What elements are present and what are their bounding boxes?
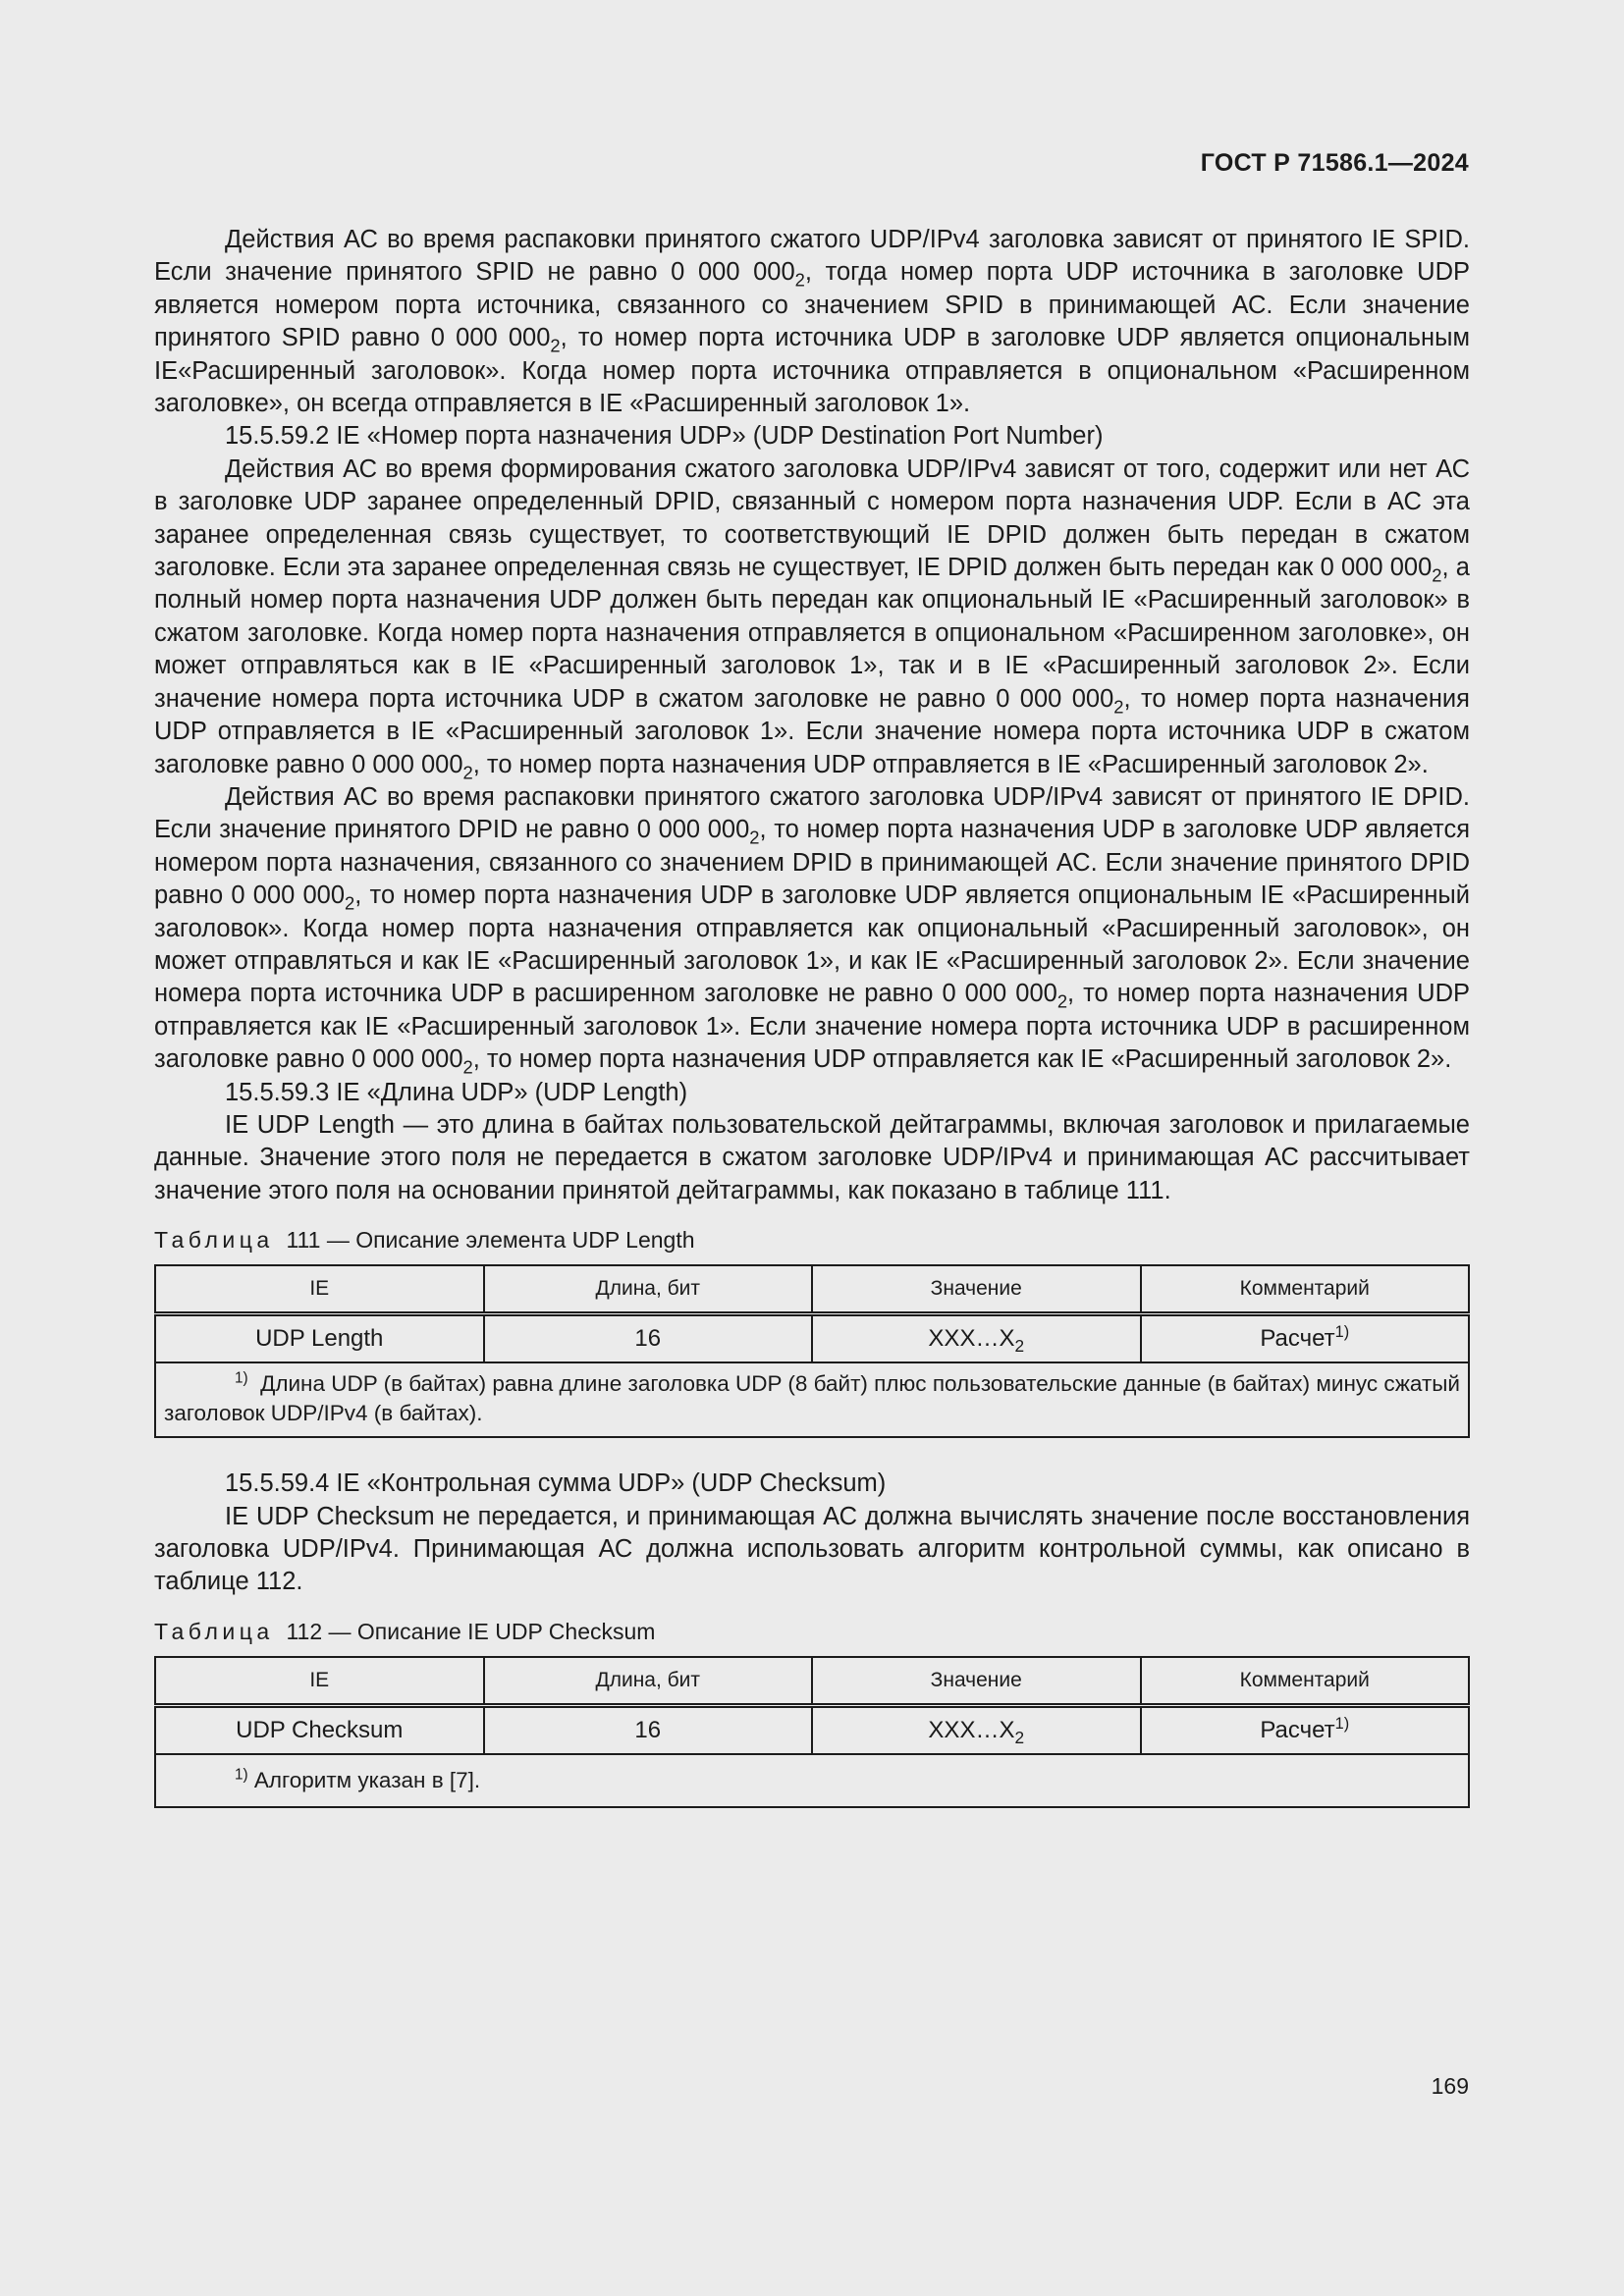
column-header-length: Длина, бит (484, 1265, 813, 1314)
paragraph-dpid-unpack (154, 781, 1470, 1077)
table-row (155, 1314, 1469, 1363)
footnote-mark: 1) (235, 1766, 248, 1784)
table-112 (154, 1656, 1470, 1808)
binary-subscript: 2 (749, 827, 760, 848)
cell-length: 16 (484, 1314, 813, 1363)
footnote-ref: 1) (1334, 1714, 1350, 1733)
table-111 (154, 1264, 1470, 1438)
text-run: Действия АС во время распаковки принятого сжатого UDP/IPv4 заголовка зависят от принятого IE SPID. Если значение принятого SPID не равно 0 000 000 (154, 226, 1470, 287)
value-text: XXX…X (928, 1325, 1015, 1353)
binary-subscript: 2 (1056, 990, 1068, 1012)
text-run: , тогда номер порта UDP источника в заголовке UDP является номером порта источника, связанного со значением SPID в принимающей АС. Если значение принятого SPID равно 0 000 000 (154, 258, 1470, 352)
footnote-text: Алгоритм указан в [7]. (253, 1767, 481, 1792)
footnote-ref: 1) (1334, 1323, 1350, 1342)
footnote-mark: 1) (235, 1369, 248, 1387)
table-111-block (154, 1225, 1470, 1438)
column-header-ie: IE (155, 1657, 484, 1706)
table-111-caption (154, 1225, 1470, 1255)
comment-text: Расчет (1260, 1325, 1335, 1353)
column-header-ie: IE (155, 1265, 484, 1314)
binary-subscript: 2 (462, 761, 473, 782)
column-header-value: Значение (812, 1657, 1141, 1706)
value-text: XXX…X (928, 1716, 1015, 1743)
binary-subscript: 2 (1014, 1727, 1025, 1747)
column-header-comment: Комментарий (1141, 1657, 1470, 1706)
paragraph-spid-unpack (154, 224, 1470, 420)
paragraph-dpid-compress (154, 454, 1470, 781)
cell-value (812, 1314, 1141, 1363)
caption-word: Таблица (154, 1618, 274, 1644)
caption-text: 111 — Описание элемента UDP Length (286, 1227, 695, 1254)
table-112-block (154, 1617, 1470, 1808)
footnote-text: Длина UDP (в байтах) равна длине заголовка UDP (8 байт) плюс пользовательские данные (в байтах) минус сжатый заголовок UDP/IPv4 (в байтах). (164, 1371, 1460, 1426)
binary-subscript: 2 (462, 1056, 473, 1078)
table-footnote (155, 1754, 1469, 1807)
section-heading-15-5-59-4: 15.5.59.4 IE «Контрольная сумма UDP» (UDP Checksum) (225, 1469, 887, 1498)
caption-text: 112 — Описание IE UDP Checksum (286, 1618, 656, 1644)
text-run: , то номер порта назначения UDP в заголовке UDP является опциональным IE «Расширенный заголовок». Когда номер порта назначения отправляется как опциональный «Расширенный заголовок», он может отправляться и как IE «Расширенный заголовок 1», и как IE «Расширенный заголовок 2». Если значение номера порта источника UDP в расширенном заголовке не равно 0 000 000 (154, 881, 1470, 1008)
binary-subscript: 2 (1432, 564, 1442, 586)
text-run: , то номер порта назначения UDP отправляется как IE «Расширенный заголовок 2». (472, 1045, 1452, 1074)
table-header-row (155, 1265, 1469, 1314)
binary-subscript: 2 (1113, 696, 1124, 718)
text-run: , то номер порта назначения UDP в заголовке UDP является номером порта назначения, связанного со значением DPID в принимающей АС. Если значение принятого DPID равно 0 000 000 (154, 816, 1470, 910)
column-header-comment: Комментарий (1141, 1265, 1470, 1314)
column-header-length: Длина, бит (484, 1657, 813, 1706)
cell-comment (1141, 1705, 1470, 1754)
page-content (154, 224, 1470, 1808)
cell-ie: UDP Length (155, 1314, 484, 1363)
cell-comment (1141, 1314, 1470, 1363)
table-footnote (155, 1362, 1469, 1437)
text-run: , то номер порта назначения UDP отправляется в IE «Расширенный заголовок 1». Если значение номера порта источника UDP в сжатом заголовке равно 0 000 000 (154, 684, 1470, 778)
cell-value (812, 1705, 1141, 1754)
text-run: Действия АС во время распаковки принятого сжатого заголовка UDP/IPv4 зависят от принятого IE DPID. Если значение принятого DPID не равно 0 000 000 (154, 782, 1470, 844)
binary-subscript: 2 (1014, 1336, 1025, 1357)
cell-ie: UDP Checksum (155, 1705, 484, 1754)
binary-subscript: 2 (794, 269, 805, 291)
paragraph-udp-checksum: IE UDP Checksum не передается, и принимающая АС должна вычислять значение после восстановления заголовка UDP/IPv4. Принимающая АС должна использовать алгоритм контрольной суммы, как описано в таблице 112. (154, 1502, 1470, 1596)
text-run: , то номер порта назначения UDP отправляется в IE «Расширенный заголовок 2». (472, 750, 1429, 778)
section-heading-15-5-59-3: 15.5.59.3 IE «Длина UDP» (UDP Length) (225, 1078, 688, 1106)
text-run: , а полный номер порта назначения UDP должен быть передан как опциональный IE «Расширенный заголовок» в сжатом заголовке. Когда номер порта назначения отправляется в опциональном «Расширенном заголовке», он может отправляться как в IE «Расширенный заголовок 1», так и в IE «Расширенный заголовок 2». Если значение номера порта источника UDP в сжатом заголовке не равно 0 000 000 (154, 554, 1470, 713)
section-heading-15-5-59-2: 15.5.59.2 IE «Номер порта назначения UDP» (UDP Destination Port Number) (225, 422, 1104, 451)
text-run: Действия АС во время формирования сжатого заголовка UDP/IPv4 зависят от того, содержит или нет АС в заголовке UDP заранее определенный DPID, связанный с номером порта назначения UDP. Если в АС эта заранее определенная связь существует, то соответствующий IE DPID должен быть передан в сжатом заголовке. Если эта заранее определенная связь не существует, IE DPID должен быть передан как 0 000 000 (154, 454, 1470, 582)
standard-header: ГОСТ Р 71586.1—2024 (1200, 149, 1469, 177)
table-footnote-row (155, 1362, 1469, 1437)
page-number: 169 (1431, 2073, 1469, 2099)
text-run: , то номер порта источника UDP в заголовке UDP является опциональным IE«Расширенный заголовок». Когда номер порта источника отправляется в опциональном «Расширенном заголовке», он всегда отправляется в IE «Расширенный заголовок 1». (154, 324, 1470, 418)
cell-length: 16 (484, 1705, 813, 1754)
binary-subscript: 2 (345, 892, 355, 914)
table-footnote-row (155, 1754, 1469, 1807)
table-row (155, 1705, 1469, 1754)
column-header-value: Значение (812, 1265, 1141, 1314)
comment-text: Расчет (1260, 1716, 1335, 1743)
caption-word: Таблица (154, 1227, 274, 1254)
binary-subscript: 2 (550, 335, 561, 356)
text-run: , то номер порта назначения UDP отправляется как IE «Расширенный заголовок 1». Если значение номера порта источника UDP в расширенном заголовке равно 0 000 000 (154, 980, 1470, 1074)
paragraph-udp-length: IE UDP Length — это длина в байтах пользовательской дейтаграммы, включая заголовок и прилагаемые данные. Значение этого поля не передается в сжатом заголовке UDP/IPv4 и принимающая АС рассчитывает значение этого поля на основании принятой дейтаграммы, как показано в таблице 111. (154, 1110, 1470, 1204)
table-header-row (155, 1657, 1469, 1706)
table-112-caption (154, 1617, 1470, 1646)
